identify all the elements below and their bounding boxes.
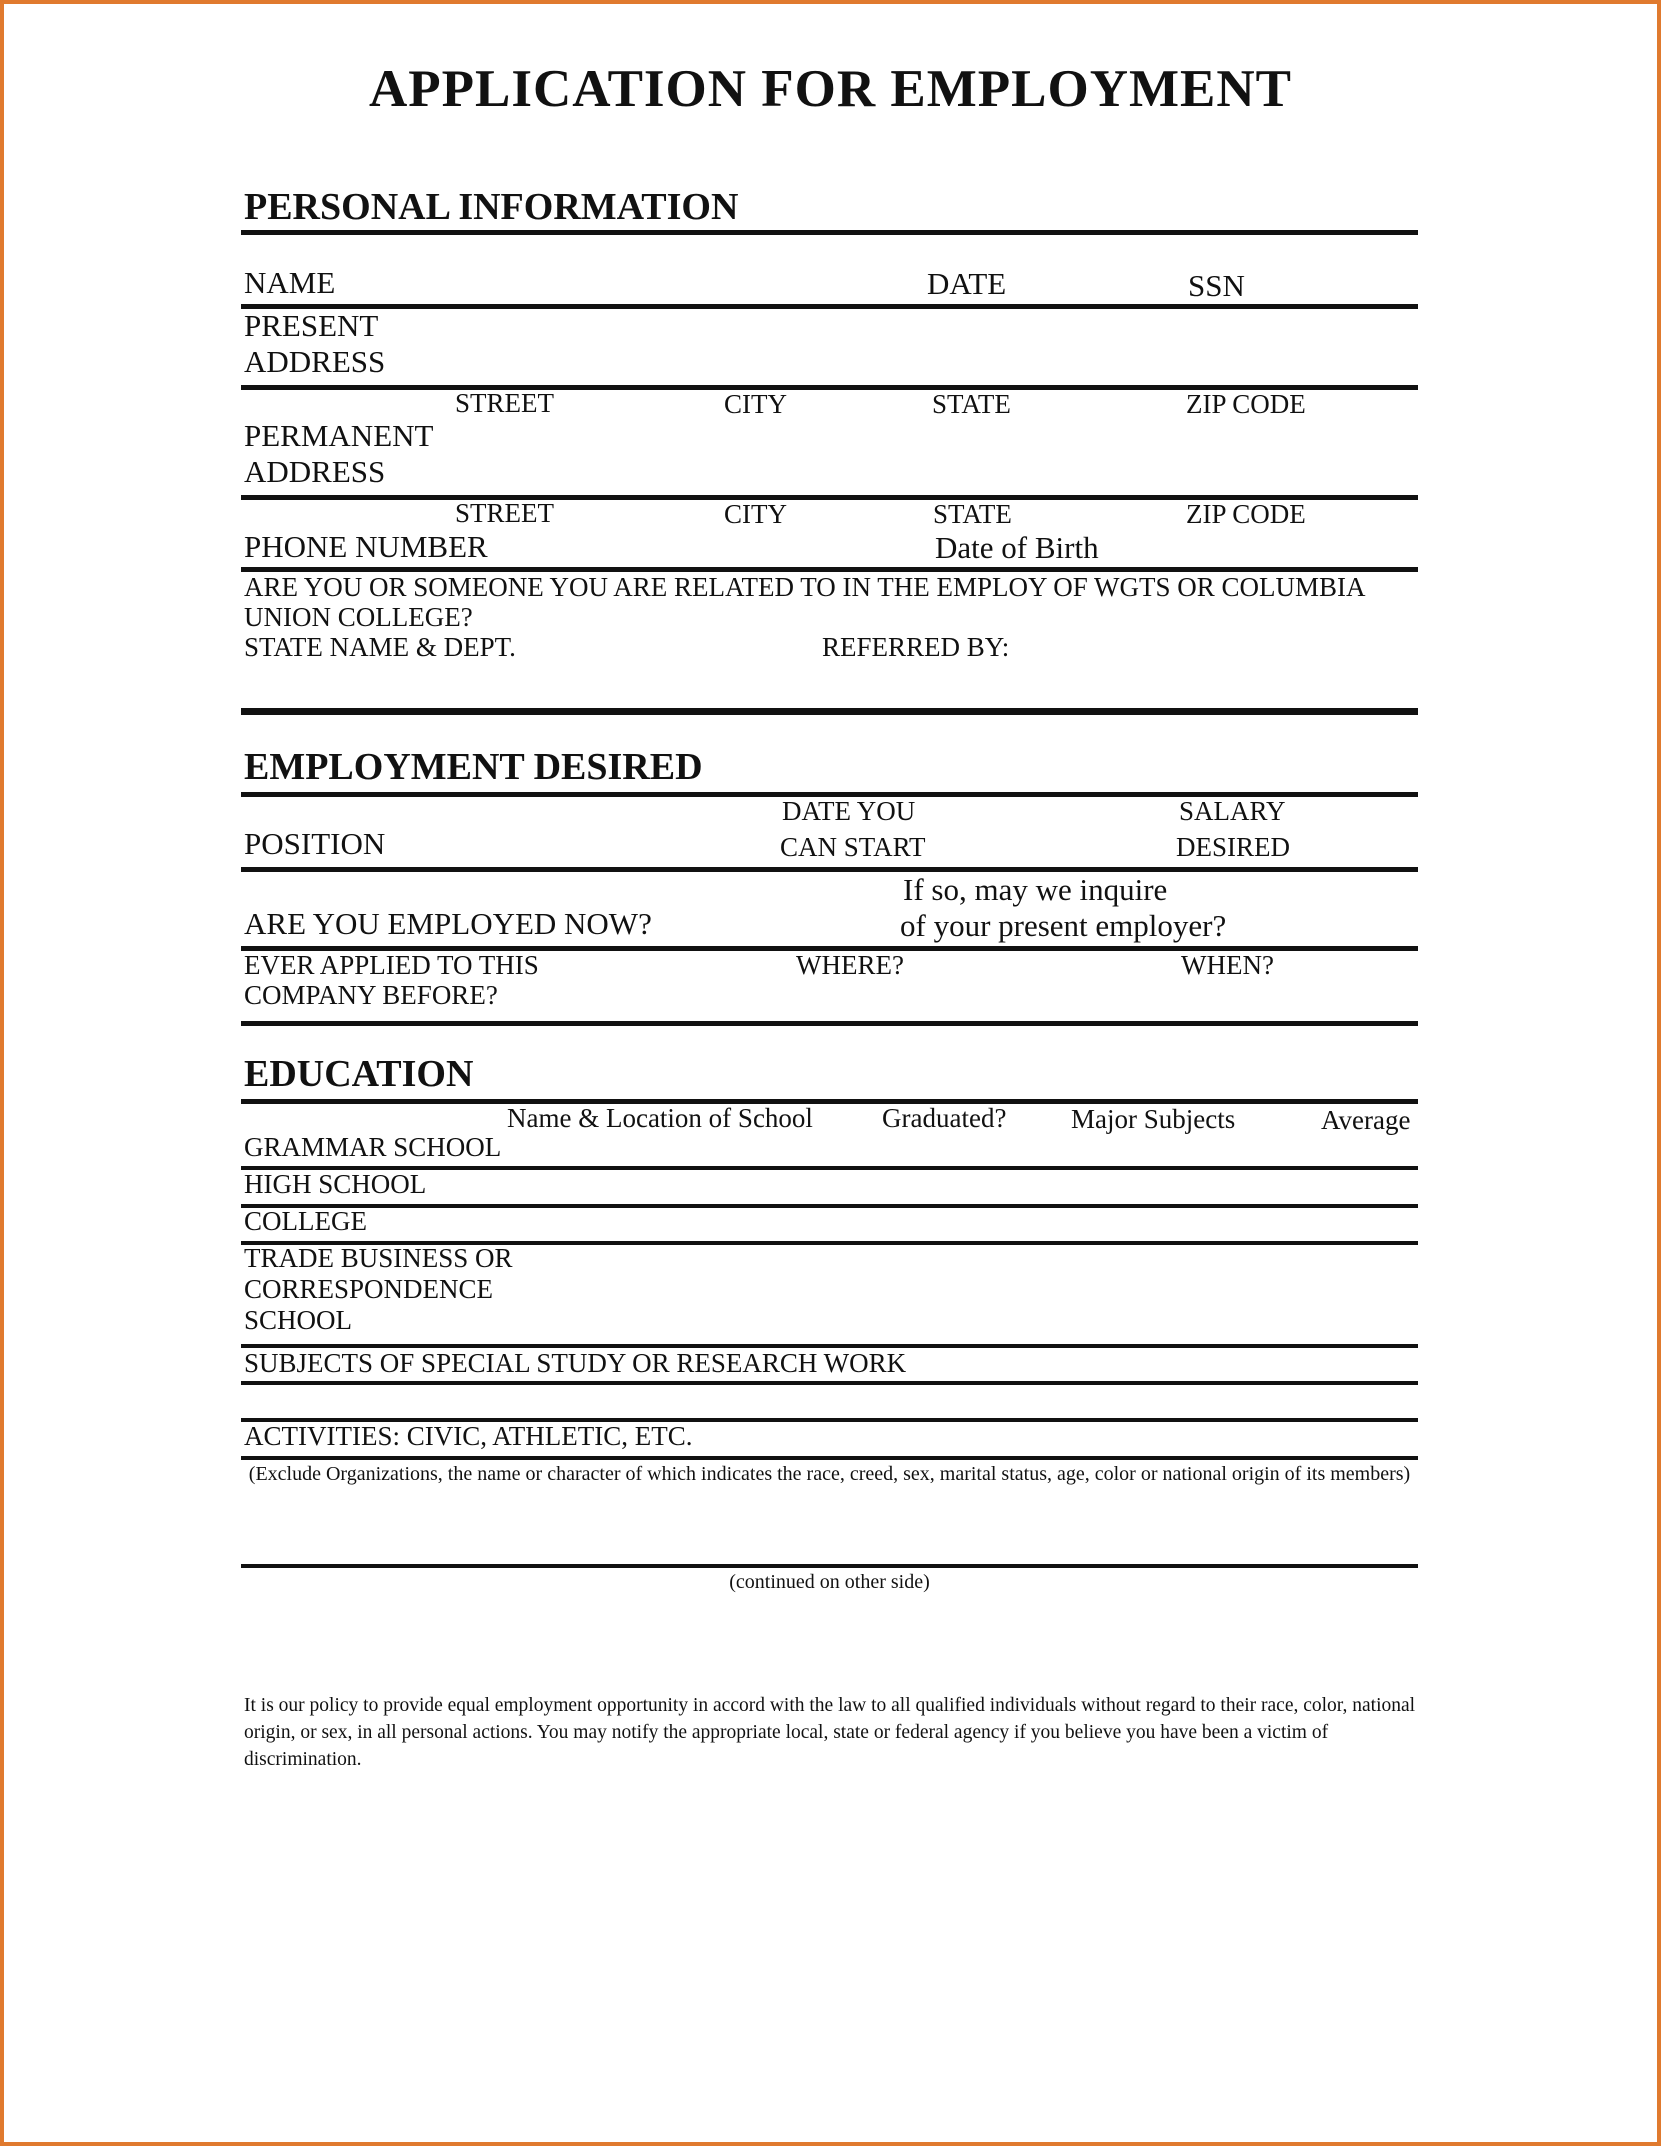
permanent-street-label: STREET — [455, 498, 554, 528]
equal-opportunity-policy: It is our policy to provide equal employment opportunity in accord with the law to all qualified individuals without regard to their race, color, national origin, or sex, in all personal actions. You may notify the appropriate local, state or federal agency if you believe you have been a victim of discrimination. — [244, 1695, 1416, 1770]
present-label: PRESENT — [244, 308, 379, 343]
present-address-label: ADDRESS — [244, 344, 386, 379]
form-title: APPLICATION FOR EMPLOYMENT — [368, 60, 1293, 118]
inquire-line1: If so, may we inquire — [903, 872, 1168, 907]
where-label: WHERE? — [796, 950, 904, 980]
section-end-rule — [241, 1564, 1418, 1568]
college-label: COLLEGE — [244, 1206, 367, 1236]
section-rule — [241, 1099, 1418, 1104]
special-study-line-1[interactable] — [241, 1381, 1418, 1385]
applied-before-line2: COMPANY BEFORE? — [244, 980, 498, 1010]
date-you-label: DATE YOU — [782, 796, 916, 826]
present-street-label: STREET — [455, 388, 554, 418]
activities-label: ACTIVITIES: CIVIC, ATHLETIC, ETC. — [244, 1421, 693, 1451]
ssn-label: SSN — [1188, 268, 1245, 303]
name-label: NAME — [244, 265, 336, 300]
can-start-label: CAN START — [780, 832, 926, 862]
activities-line[interactable] — [241, 1456, 1418, 1460]
permanent-city-label: CITY — [724, 499, 787, 529]
state-name-label: STATE NAME & DEPT. — [244, 632, 516, 662]
permanent-zip-label: ZIP CODE — [1186, 499, 1306, 529]
col-school-header: Name & Location of School — [507, 1103, 813, 1133]
section-rule — [241, 230, 1418, 235]
inquire-line2: of your present employer? — [900, 908, 1227, 943]
exclude-organizations-note: (Exclude Organizations, the name or character of which indicates the race, creed, sex, marital status, age, color or national origin of its members) — [248, 1463, 1411, 1485]
col-graduated-header: Graduated? — [882, 1103, 1007, 1133]
high-school-label: HIGH SCHOOL — [244, 1169, 427, 1199]
continued-note: (continued on other side) — [729, 1571, 930, 1593]
desired-label: DESIRED — [1176, 832, 1290, 862]
col-average-header: Average — [1321, 1105, 1411, 1135]
applied-before-line1: EVER APPLIED TO THIS — [244, 950, 539, 980]
high-school-line[interactable] — [241, 1204, 1418, 1208]
when-label: WHEN? — [1181, 950, 1274, 980]
section-heading-education: EDUCATION — [244, 1053, 474, 1095]
position-line[interactable] — [241, 867, 1418, 872]
phone-label: PHONE NUMBER — [244, 529, 488, 564]
present-city-label: CITY — [724, 389, 787, 419]
employed-now-label: ARE YOU EMPLOYED NOW? — [244, 906, 652, 941]
related-question-line2: UNION COLLEGE? — [244, 602, 473, 632]
present-zip-label: ZIP CODE — [1186, 389, 1306, 419]
section-heading-employment: EMPLOYMENT DESIRED — [244, 746, 703, 788]
position-label: POSITION — [244, 826, 386, 861]
section-end-rule — [241, 708, 1418, 715]
related-question-line1: ARE YOU OR SOMEONE YOU ARE RELATED TO IN THE EMPLOY OF WGTS OR COLUMBIA — [244, 572, 1366, 602]
permanent-address-label: ADDRESS — [244, 454, 386, 489]
trade-school-line2: CORRESPONDENCE — [244, 1274, 494, 1304]
date-label: DATE — [927, 266, 1007, 301]
trade-school-line3: SCHOOL — [244, 1305, 353, 1335]
col-major-header: Major Subjects — [1071, 1104, 1236, 1134]
permanent-state-label: STATE — [933, 499, 1012, 529]
special-study-label: SUBJECTS OF SPECIAL STUDY OR RESEARCH WORK — [244, 1348, 907, 1378]
present-state-label: STATE — [932, 389, 1011, 419]
dob-label: Date of Birth — [935, 530, 1099, 565]
referred-by-label: REFERRED BY: — [822, 632, 1010, 662]
section-heading-personal: PERSONAL INFORMATION — [244, 186, 739, 228]
name-line[interactable] — [241, 304, 1418, 309]
grammar-school-label: GRAMMAR SCHOOL — [244, 1132, 502, 1162]
trade-school-line1: TRADE BUSINESS OR — [244, 1243, 513, 1273]
salary-label: SALARY — [1179, 796, 1286, 826]
permanent-label: PERMANENT — [244, 418, 434, 453]
section-end-rule — [241, 1021, 1418, 1026]
